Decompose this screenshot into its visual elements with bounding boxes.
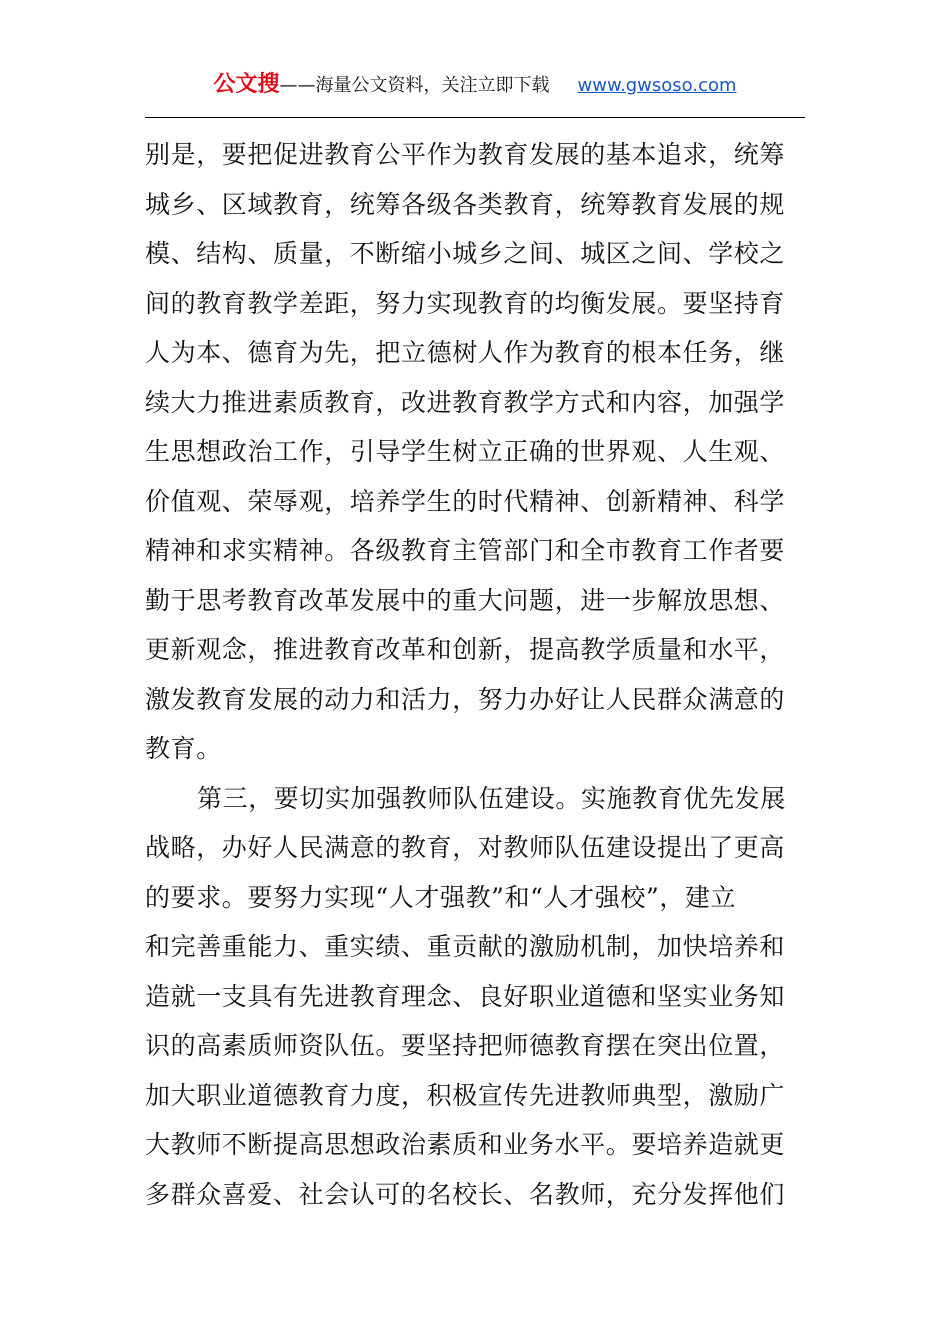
text-line: 识的高素质师资队伍。要坚持把师德教育摆在突出位置， xyxy=(145,1031,786,1060)
text-line: 间的教育教学差距，努力实现教育的均衡发展。要坚持育 xyxy=(145,288,786,318)
text-line: 战略，办好人民满意的教育，对教师队伍建设提出了更高 xyxy=(145,833,786,862)
text-line: 生思想政治工作，引导学生树立正确的世界观、人生观、 xyxy=(145,437,786,466)
text-line: 激发教育发展的动力和活力，努力办好让人民群众满意的 xyxy=(145,684,786,714)
header-content xyxy=(145,72,805,99)
document-body xyxy=(145,130,785,1219)
site-link[interactable]: www.gwsoso.com xyxy=(577,75,737,96)
text-line: 模、结构、质量，不断缩小城乡之间、城区之间、学校之 xyxy=(145,239,786,268)
text-line: 城乡、区域教育，统筹各级各类教育，统筹教育发展的规 xyxy=(145,189,786,219)
text-line: 勤于思考教育改革发展中的重大问题，进一步解放思想、 xyxy=(145,585,786,615)
text-line: 大教师不断提高思想政治素质和业务水平。要培养造就更 xyxy=(145,1130,786,1159)
page-header xyxy=(145,62,805,118)
text-line: 多群众喜爱、社会认可的名校长、名教师，充分发挥他们 xyxy=(145,1179,786,1209)
text-line: 精神和求实精神。各级教育主管部门和全市教育工作者要 xyxy=(145,536,786,565)
text-line: 第三，要切实加强教师队伍建设。实施教育优先发展 xyxy=(197,783,786,813)
header-tagline: ——海量公文资料，关注立即下载 xyxy=(279,75,550,96)
text-line: 造就一支具有先进教育理念、良好职业道德和坚实业务知 xyxy=(145,981,786,1011)
text-line: 和完善重能力、重实绩、重贡献的激励机制，加快培养和 xyxy=(145,932,786,961)
text-line: 续大力推进素质教育，改进教育教学方式和内容，加强学 xyxy=(145,387,786,417)
text-line: 人为本、德育为先，把立德树人作为教育的根本任务，继 xyxy=(145,338,786,367)
text-line: 价值观、荣辱观，培养学生的时代精神、创新精神、科学 xyxy=(145,486,786,516)
text-line: 教育。 xyxy=(145,734,222,763)
text-line: 别是，要把促进教育公平作为教育发展的基本追求，统筹 xyxy=(145,140,786,169)
text-line: 加大职业道德教育力度，积极宣传先进教师典型，激励广 xyxy=(145,1080,786,1110)
text-line: 的要求。要努力实现“人才强教”和“人才强校”，建立 xyxy=(145,882,737,912)
brand-logo-text: 公文搜 xyxy=(213,72,280,97)
text-line: 更新观念，推进教育改革和创新，提高教学质量和水平， xyxy=(145,635,786,664)
